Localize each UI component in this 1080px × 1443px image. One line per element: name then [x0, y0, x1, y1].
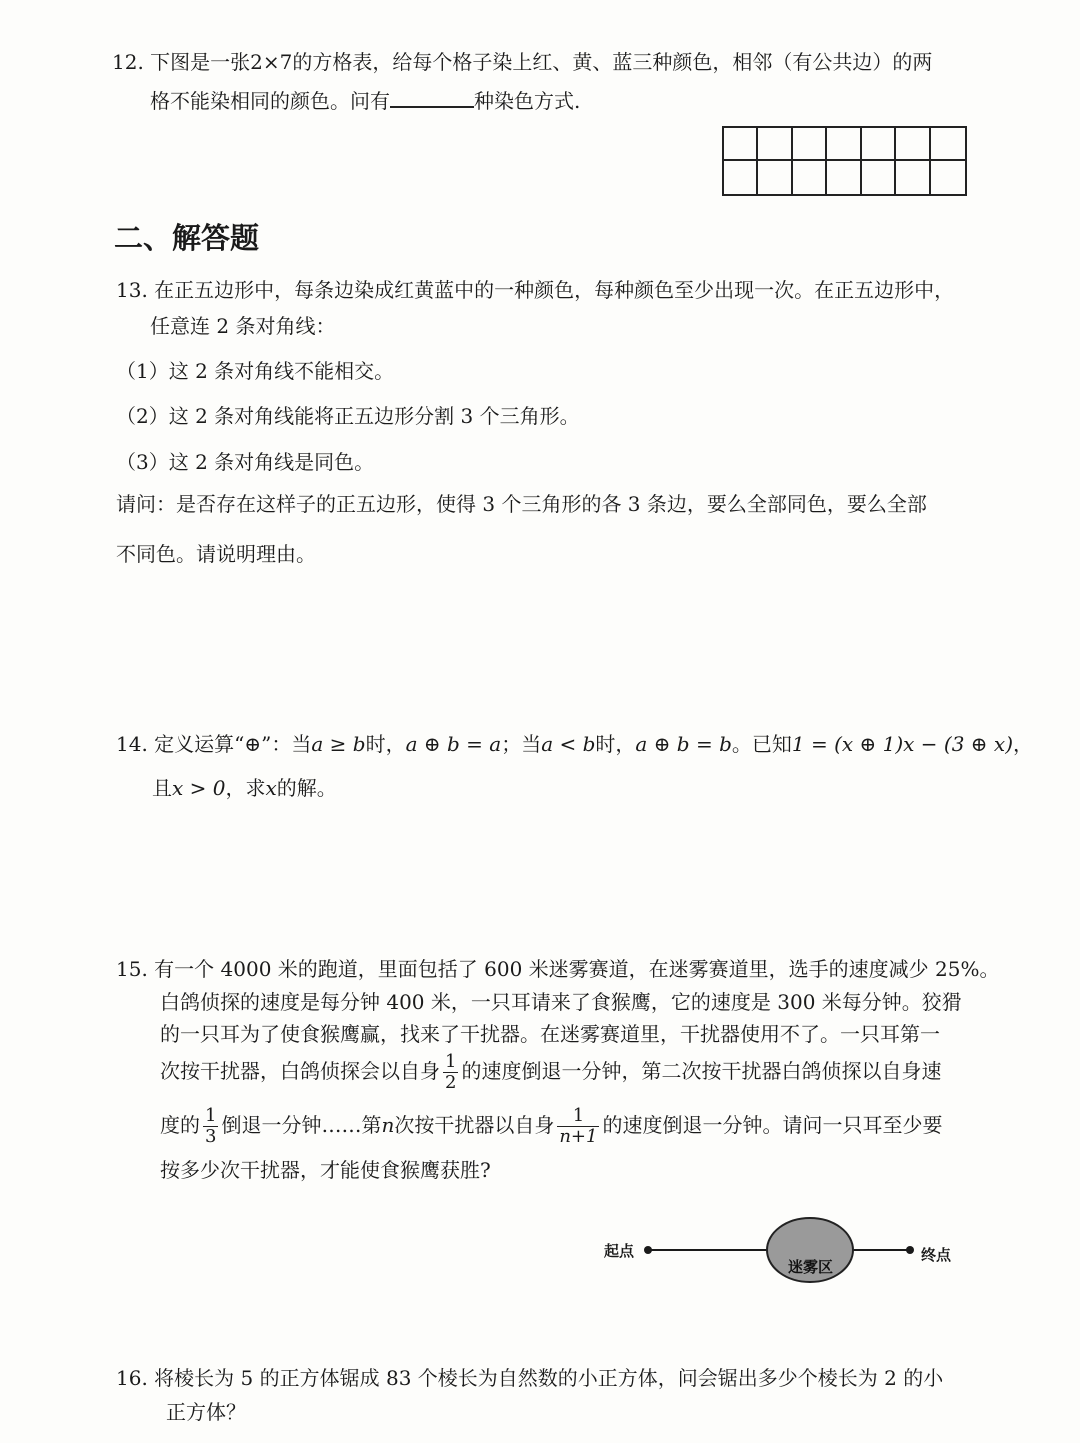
grid-cell — [862, 128, 896, 161]
q15-line2: 白鸽侦探的速度是每分钟 400 米，一只耳请来了食猴鹰，它的速度是 300 米每分钟。狡猾 — [160, 990, 962, 1014]
q13-condition-3: （3）这 2 条对角线是同色。 — [116, 450, 375, 474]
q14-text: 定义运算“⊕”：当 — [154, 732, 312, 756]
q15-text: 的速度倒退一分钟。请问一只耳至少要 — [602, 1113, 943, 1137]
q13-line2: 任意连 2 条对角线： — [150, 314, 336, 338]
grid-2x7 — [722, 126, 967, 196]
grid-cell — [931, 128, 965, 161]
q12-line2 — [150, 86, 580, 115]
q12-number: 12. — [112, 50, 144, 74]
fraction-denominator: 3 — [205, 1126, 217, 1147]
q13-condition-2: （2）这 2 条对角线能将正五边形分割 3 个三角形。 — [116, 404, 580, 428]
q16-line2: 正方体？ — [166, 1400, 246, 1424]
grid-cell — [793, 128, 827, 161]
q14-text: 且 — [152, 776, 172, 800]
fog-label: 迷雾区 — [788, 1258, 834, 1276]
q14-math: a ⊕ b = b — [635, 732, 732, 756]
q14-text: 时， — [365, 732, 406, 756]
q12-line1 — [112, 48, 932, 76]
q14-equation: 1 = (x ⊕ 1)x − (3 ⊕ x) — [791, 732, 1014, 756]
q13-line1 — [116, 276, 954, 304]
q15-line3: 的一只耳为了使食猴鹰赢，找来了干扰器。在迷雾赛道里，干扰器使用不了。一只耳第一 — [160, 1022, 940, 1046]
q15-line5 — [160, 1106, 942, 1147]
q15-text: 度的 — [160, 1113, 200, 1137]
q14-math: a ⊕ b = a — [405, 732, 502, 756]
q14-text: ， — [1013, 732, 1034, 756]
q14-line2 — [152, 774, 337, 802]
section-heading: 二、解答题 — [114, 221, 260, 255]
grid-cell — [758, 161, 792, 194]
fraction-numerator: 1 — [557, 1106, 599, 1127]
q16-line1 — [116, 1364, 943, 1392]
q15-text-line1: 有一个 4000 米的跑道，里面包括了 600 米迷雾赛道，在迷雾赛道里，选手的速度减少 25%。 — [154, 957, 1000, 981]
grid-cell — [827, 128, 861, 161]
fraction-numerator: 1 — [205, 1105, 217, 1126]
q14-math: x — [265, 776, 277, 800]
end-label: 终点 — [921, 1246, 952, 1264]
q13-question-line1: 请问：是否存在这样子的正五边形，使得 3 个三角形的各 3 条边，要么全部同色，要么全部 — [116, 492, 927, 516]
q15-text: 的速度倒退一分钟，第二次按干扰器白鸽侦探以自身速 — [461, 1059, 942, 1083]
fraction-denominator: n+1 — [559, 1126, 598, 1147]
fraction-numerator: 1 — [445, 1051, 457, 1072]
q12-text-line2a: 格不能染相同的颜色。问有 — [150, 89, 390, 113]
q15-text: 次按干扰器，白鸽侦探会以自身 — [160, 1059, 440, 1083]
start-point — [644, 1246, 652, 1254]
fraction-denominator: 2 — [445, 1072, 457, 1093]
grid-cell — [862, 161, 896, 194]
grid-cell — [896, 161, 930, 194]
answer-blank — [390, 86, 474, 108]
grid-cell — [724, 128, 758, 161]
q14-text: 。已知 — [731, 732, 792, 756]
track-diagram — [600, 1210, 980, 1290]
q13-text-line1: 在正五边形中，每条边染成红黄蓝中的一种颜色，每种颜色至少出现一次。在正五边形中， — [154, 278, 955, 302]
q14-text: ；当 — [501, 732, 542, 756]
grid-cell — [931, 161, 965, 194]
grid-cell — [793, 161, 827, 194]
grid-cell — [896, 128, 930, 161]
q16-text-line1: 将棱长为 5 的正方体锯成 83 个棱长为自然数的小正方体，问会锯出多少个棱长为 2 的小 — [154, 1366, 944, 1390]
start-label: 起点 — [604, 1242, 635, 1260]
q14-text: 的解。 — [276, 776, 337, 800]
q14-math: a < b — [541, 732, 596, 756]
fraction-1-3 — [203, 1106, 218, 1147]
grid-cell — [724, 161, 758, 194]
fraction-1-n-plus-1 — [557, 1106, 599, 1147]
q13-condition-1: （1）这 2 条对角线不能相交。 — [116, 359, 395, 383]
q16-number: 16. — [116, 1366, 148, 1390]
q15-text: 倒退一分钟……第 — [221, 1113, 382, 1137]
end-point — [906, 1246, 914, 1254]
q12-text-line2b: 种染色方式. — [474, 89, 581, 113]
q15-line1 — [116, 955, 999, 983]
grid-cell — [758, 128, 792, 161]
q13-number: 13. — [116, 278, 148, 302]
q13-question-line2: 不同色。请说明理由。 — [116, 542, 316, 566]
q14-math: x > 0 — [172, 776, 226, 800]
q15-text: 次按干扰器以自身 — [394, 1113, 555, 1137]
q14-text: ，求 — [225, 776, 266, 800]
q15-line4 — [160, 1052, 941, 1093]
q14-text: 时， — [595, 732, 636, 756]
grid-cell — [827, 161, 861, 194]
q12-text-line1: 下图是一张2×7的方格表，给每个格子染上红、黄、蓝三种颜色，相邻（有公共边）的两 — [150, 50, 933, 74]
q15-line6: 按多少次干扰器，才能使食猴鹰获胜? — [160, 1158, 491, 1182]
q14-number: 14. — [116, 732, 148, 756]
q15-math: n — [381, 1113, 395, 1137]
q14-math: a ≥ b — [311, 732, 366, 756]
q15-number: 15. — [116, 957, 148, 981]
fraction-1-2 — [443, 1052, 458, 1093]
q14-line1 — [116, 730, 1033, 758]
